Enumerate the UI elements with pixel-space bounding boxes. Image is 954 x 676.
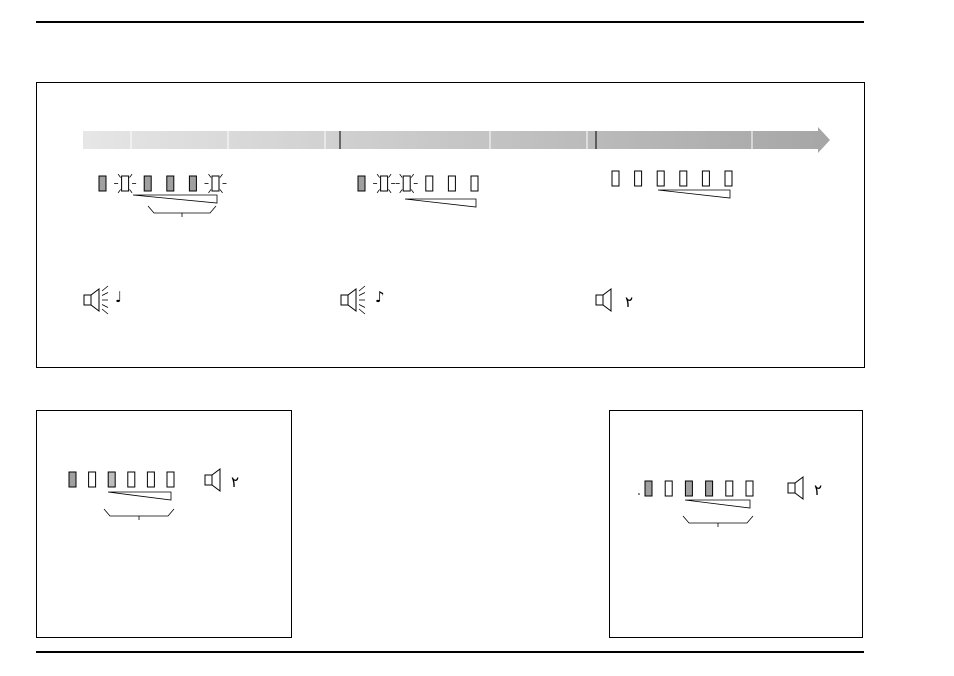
- led-on: [99, 176, 106, 191]
- led-off: [448, 176, 455, 191]
- blink-ray: [118, 174, 121, 177]
- blink-ray: [389, 174, 392, 177]
- led-off: [725, 171, 732, 186]
- led-body: [612, 171, 619, 186]
- led-body: [725, 171, 732, 186]
- stage-groups: [84, 171, 732, 314]
- silent-mark-icon: ٢: [231, 473, 240, 491]
- bottom-groups: [69, 469, 822, 527]
- range-bracket: [148, 206, 216, 213]
- led-body: [685, 481, 692, 496]
- sound-ray: [102, 309, 108, 314]
- blink-ray: [220, 189, 223, 192]
- led-off: [471, 176, 478, 191]
- blink-ray: [411, 189, 414, 192]
- arrow-shape: [83, 127, 830, 153]
- sound-ray: [359, 309, 365, 314]
- led-on: [706, 481, 713, 496]
- blink-ray: [208, 174, 211, 177]
- blink-ray: [220, 174, 223, 177]
- led-body: [657, 171, 664, 186]
- led-off: [702, 171, 709, 186]
- volume-wedge: [133, 195, 217, 203]
- led-on: [144, 176, 151, 191]
- bottom-right-group: [638, 477, 822, 527]
- led-on: [189, 176, 196, 191]
- led-body: [403, 176, 410, 191]
- eighth-note-icon: ♪: [375, 288, 385, 306]
- sound-ray: [359, 305, 365, 308]
- led-body: [680, 171, 687, 186]
- volume-wedge: [405, 199, 476, 207]
- led-body: [89, 472, 96, 487]
- led-on: [645, 481, 652, 496]
- led-blink: [396, 174, 418, 193]
- led-body: [381, 176, 388, 191]
- sound-ray: [359, 293, 365, 296]
- volume-wedge: [685, 500, 750, 508]
- led-blink: [114, 174, 136, 193]
- led-body: [108, 472, 115, 487]
- led-body: [665, 481, 672, 496]
- speaker-silent-icon: [596, 289, 611, 311]
- led-body: [746, 481, 753, 496]
- led-off: [680, 171, 687, 186]
- blink-ray: [389, 189, 392, 192]
- led-body: [167, 176, 174, 191]
- blink-ray: [118, 189, 121, 192]
- range-bracket: [104, 509, 174, 516]
- speaker-sounding-icon: [84, 286, 108, 314]
- blink-ray: [208, 189, 211, 192]
- led-off: [89, 472, 96, 487]
- blink-ray: [400, 189, 403, 192]
- led-body: [448, 176, 455, 191]
- led-off: [128, 472, 135, 487]
- stage-1: [84, 174, 227, 314]
- sound-ray: [102, 293, 108, 296]
- led-off: [726, 481, 733, 496]
- blink-ray: [377, 189, 380, 192]
- led-off: [612, 171, 619, 186]
- led-body: [122, 176, 129, 191]
- range-bracket: [683, 516, 753, 523]
- blink-ray: [130, 174, 133, 177]
- sound-ray: [102, 305, 108, 308]
- blink-ray: [400, 174, 403, 177]
- led-body: [726, 481, 733, 496]
- silent-mark-icon: ٢: [814, 481, 823, 499]
- stage-2: [341, 174, 478, 314]
- led-off: [665, 481, 672, 496]
- led-off: [426, 176, 433, 191]
- quarter-note-icon: ♩: [115, 288, 123, 306]
- bottom-left-group: [69, 469, 239, 520]
- stage-3: [596, 171, 732, 311]
- volume-wedge: [658, 190, 730, 198]
- silent-mark-icon: ٢: [625, 293, 634, 311]
- led-on: [167, 176, 174, 191]
- led-body: [471, 176, 478, 191]
- led-body: [645, 481, 652, 496]
- blink-ray: [411, 174, 414, 177]
- small-dot: [638, 493, 640, 495]
- volume-wedge: [108, 492, 171, 500]
- led-body: [128, 472, 135, 487]
- blink-ray: [130, 189, 133, 192]
- led-body: [147, 472, 154, 487]
- sound-ray: [359, 286, 365, 291]
- led-body: [635, 171, 642, 186]
- led-off: [635, 171, 642, 186]
- led-off: [746, 481, 753, 496]
- led-body: [167, 472, 174, 487]
- led-on: [358, 176, 365, 191]
- led-blink: [373, 174, 395, 193]
- led-body: [426, 176, 433, 191]
- led-on-light: [108, 472, 115, 487]
- progress-arrow: [83, 127, 830, 153]
- led-on: [69, 472, 76, 487]
- speaker-sounding-icon: [341, 286, 365, 314]
- led-body: [212, 176, 219, 191]
- speaker-silent-icon: [205, 469, 220, 491]
- led-off: [147, 472, 154, 487]
- speaker-silent-icon: [788, 477, 803, 499]
- led-off: [657, 171, 664, 186]
- led-body: [99, 176, 106, 191]
- led-body: [144, 176, 151, 191]
- led-body: [706, 481, 713, 496]
- sound-ray: [102, 286, 108, 291]
- led-blink: [205, 174, 227, 193]
- led-body: [702, 171, 709, 186]
- led-off: [167, 472, 174, 487]
- led-body: [358, 176, 365, 191]
- led-on: [685, 481, 692, 496]
- led-body: [189, 176, 196, 191]
- led-body: [69, 472, 76, 487]
- blink-ray: [377, 174, 380, 177]
